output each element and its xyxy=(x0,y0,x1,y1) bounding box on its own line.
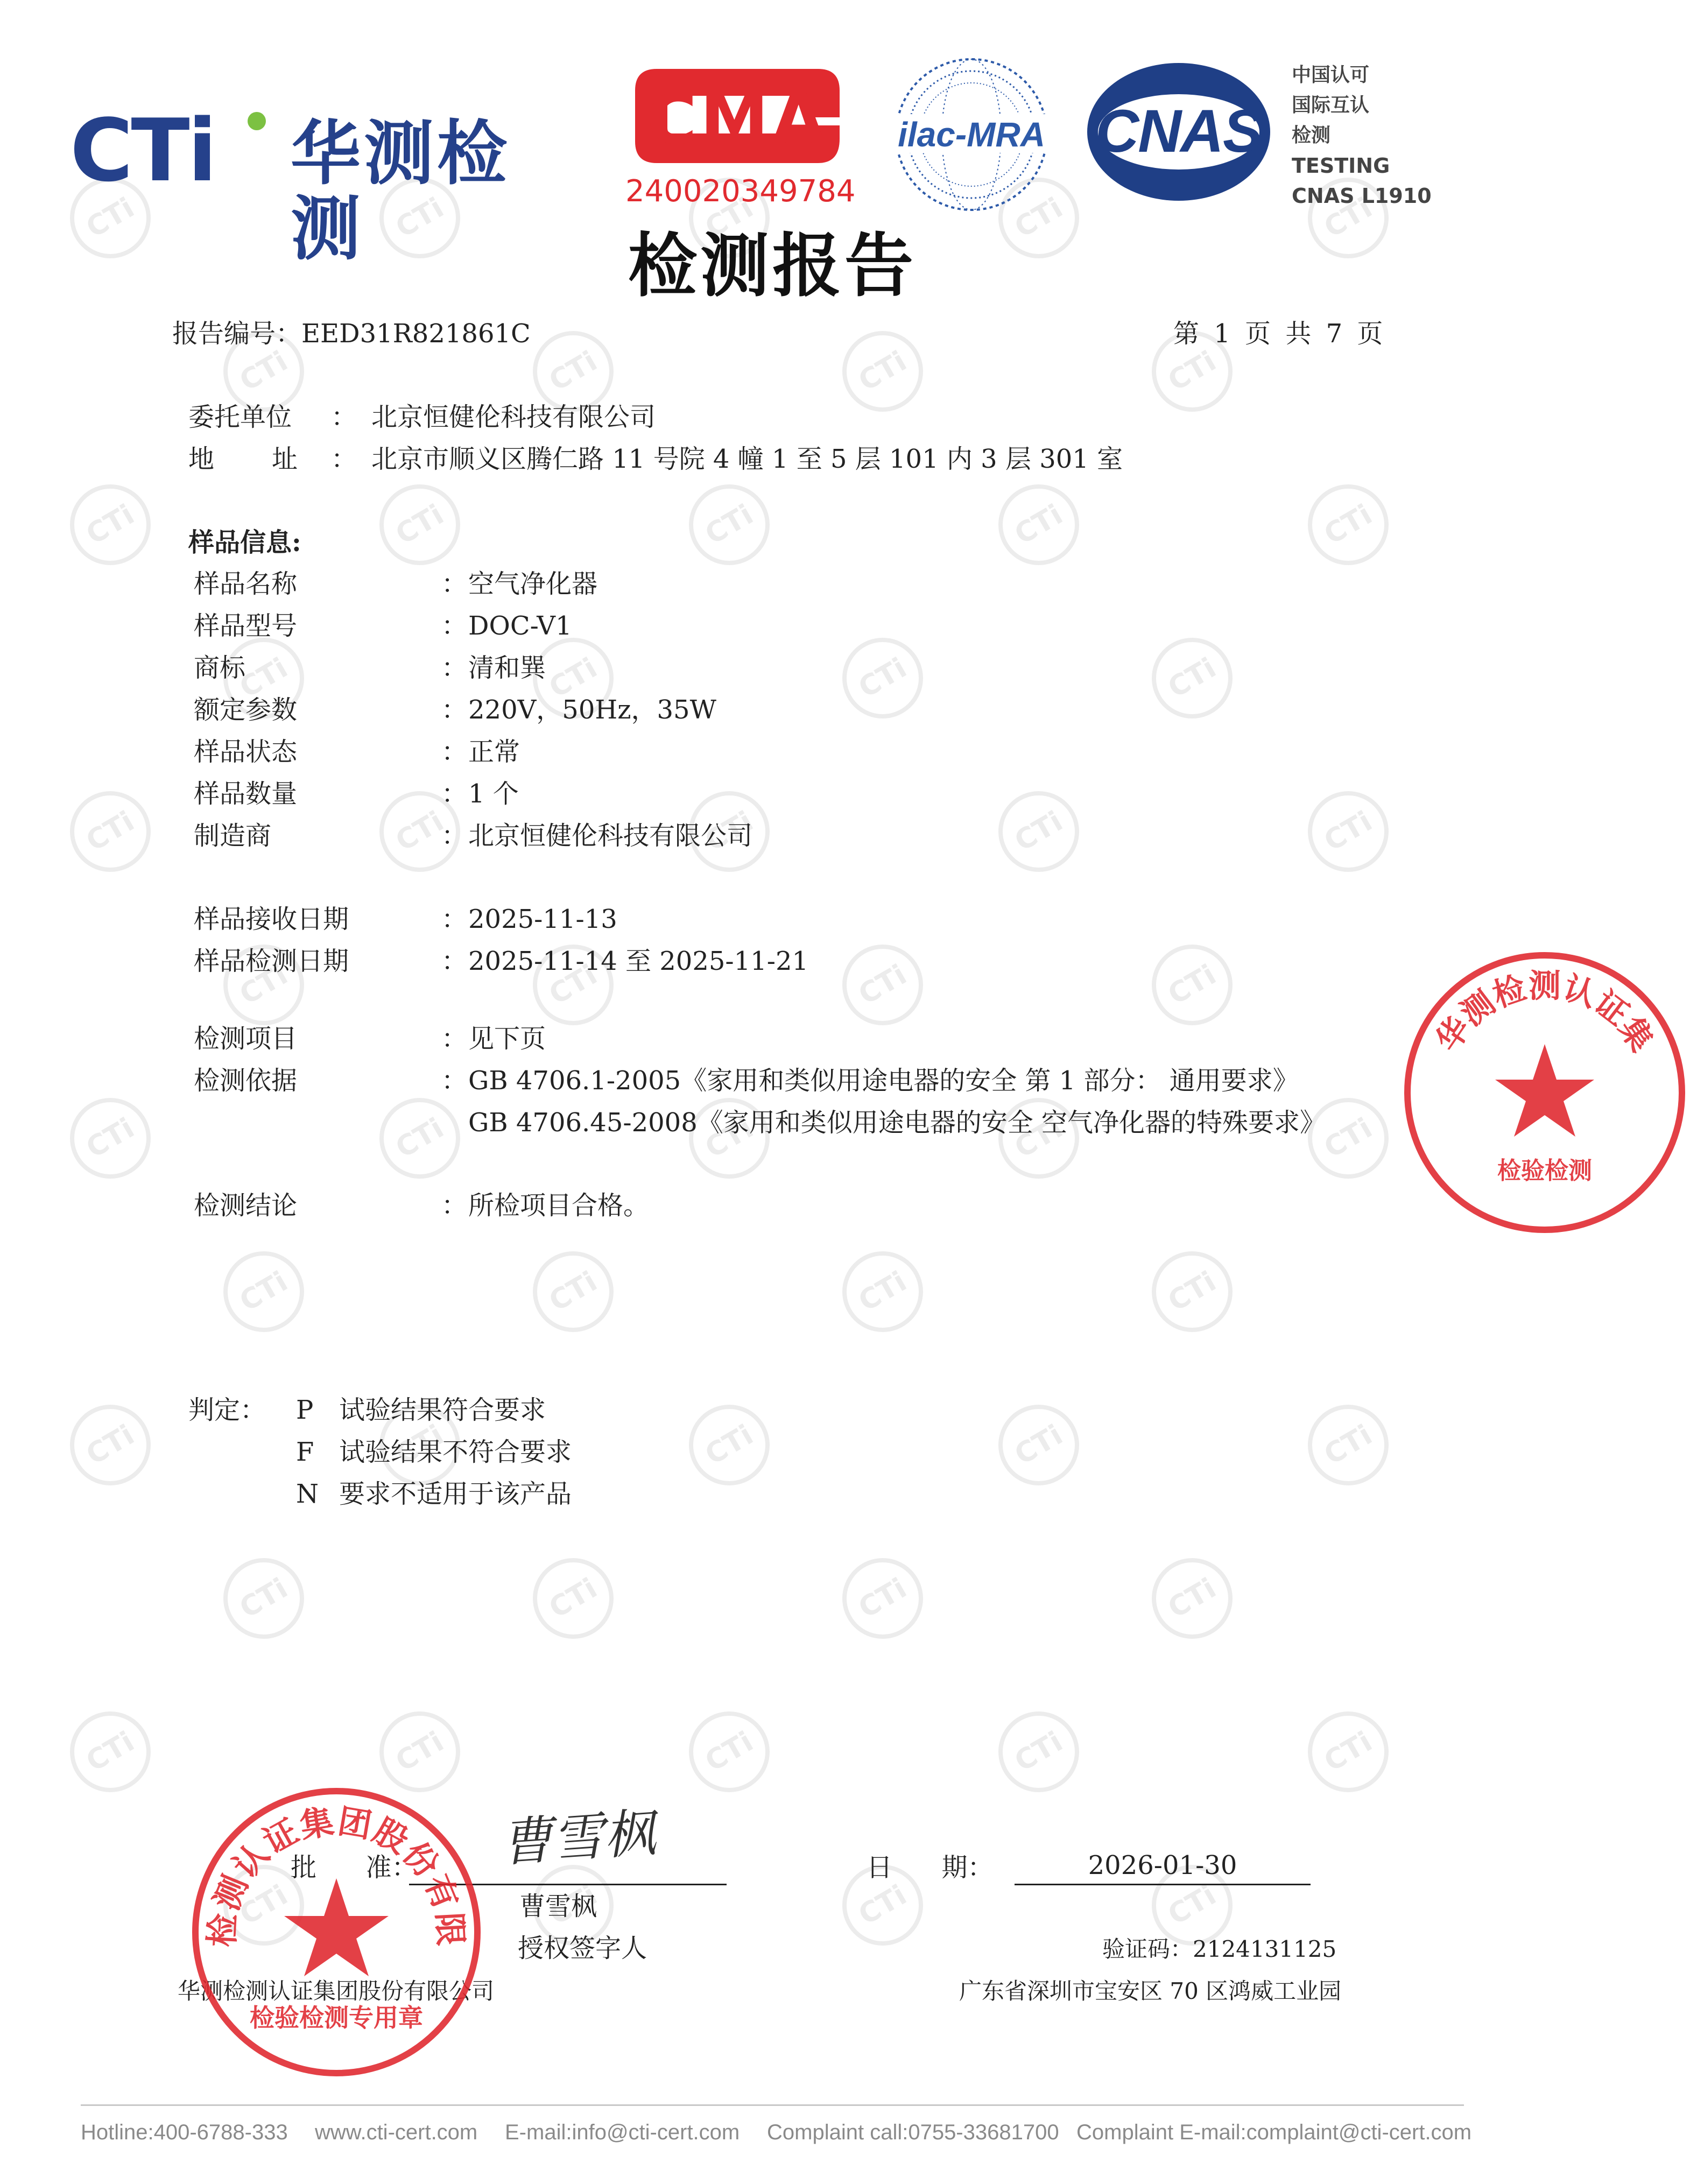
date-value: 2026-01-30 xyxy=(1088,1850,1237,1880)
cti-watermark-icon xyxy=(379,1711,460,1792)
verification-value: 2124131125 xyxy=(1193,1936,1337,1962)
approver-role: 授权签字人 xyxy=(518,1933,647,1963)
official-stamp xyxy=(186,1781,487,2083)
footer-email[interactable]: E-mail:info@cti-cert.com xyxy=(505,2120,740,2144)
sample-info-row xyxy=(194,610,1432,647)
cti-watermark-icon xyxy=(70,1405,151,1485)
client-colon: ： xyxy=(331,402,357,432)
sample-date-colon: ： xyxy=(441,946,468,976)
cnas-line: 国际互认 xyxy=(1292,94,1370,116)
company-address: 广东省深圳市宝安区 70 区鸿威工业园 xyxy=(959,1978,1342,2004)
cti-watermark-icon xyxy=(998,1711,1079,1792)
date-underline xyxy=(1015,1884,1311,1885)
judgement-text: 试验结果符合要求 xyxy=(339,1395,546,1425)
sample-info-value: 北京恒健伦科技有限公司 xyxy=(468,821,753,851)
cti-watermark-icon xyxy=(1152,1251,1233,1332)
test-basis-colon: ： xyxy=(441,1066,468,1096)
report-title: 检测报告 xyxy=(628,226,917,306)
test-item-row xyxy=(194,1023,1432,1060)
report-number xyxy=(172,318,531,350)
sample-info-row xyxy=(194,736,1432,773)
sample-info-colon: ： xyxy=(441,569,468,599)
cti-logo-chinese: 华测检测 xyxy=(291,112,511,270)
edge-stamp xyxy=(1399,947,1661,1238)
svg-text:CNAS: CNAS xyxy=(1095,97,1262,165)
sample-info-value: 正常 xyxy=(468,737,520,767)
stamp-bottom-text: 检验检测专用章 xyxy=(250,2003,423,2032)
cti-watermark-icon xyxy=(379,484,460,565)
sample-date-value: 2025-11-13 xyxy=(468,904,617,934)
test-item-label: 检测项目 xyxy=(194,1024,298,1054)
conclusion-value: 所检项目合格。 xyxy=(468,1190,650,1221)
ilac-mra-logo xyxy=(888,54,1055,215)
footer-divider xyxy=(81,2104,1464,2106)
cti-watermark-icon xyxy=(70,791,151,872)
sample-date-row xyxy=(194,945,1432,983)
sample-info-colon: ： xyxy=(441,821,468,851)
sample-info-label: 额定参数 xyxy=(194,695,298,725)
cti-watermark-icon xyxy=(1308,1711,1389,1792)
ilac-globe-icon xyxy=(888,54,1055,215)
cti-watermark-icon xyxy=(998,1405,1079,1485)
sample-info-value: 220V，50Hz，35W xyxy=(468,695,716,725)
stamp-ring-text: 检测认证集团股份有限 xyxy=(202,1801,471,1948)
cti-watermark-icon xyxy=(689,484,770,565)
sample-info-value: 空气净化器 xyxy=(468,569,598,599)
client-label: 委托单位 xyxy=(188,402,292,432)
cti-watermark-icon xyxy=(689,1711,770,1792)
sample-info-value: 清和巽 xyxy=(468,653,546,683)
test-basis-row xyxy=(194,1065,1432,1145)
cti-watermark-icon xyxy=(842,1558,923,1639)
judgement-text: 试验结果不符合要求 xyxy=(339,1437,572,1467)
test-basis-label: 检测依据 xyxy=(194,1066,298,1096)
cti-watermark-icon xyxy=(533,1558,614,1639)
cti-watermark-icon xyxy=(533,331,614,412)
approval-signature: 曹雪枫 xyxy=(498,1802,658,1873)
report-number-label: 报告编号： xyxy=(172,319,302,349)
date-label: 日 期： xyxy=(867,1852,994,1883)
verification-label: 验证码： xyxy=(1102,1936,1193,1962)
cti-watermark-icon xyxy=(1152,1558,1233,1639)
approver-company: 华测检测认证集团股份有限公司 xyxy=(178,1978,495,2004)
cti-watermark-icon xyxy=(842,331,923,412)
cti-watermark-icon xyxy=(70,1711,151,1792)
judgement-code: N xyxy=(296,1479,319,1509)
cti-watermark-icon xyxy=(998,484,1079,565)
cma-number: 240020349784 xyxy=(625,174,856,209)
judgement-label: 判定： xyxy=(188,1395,266,1425)
svg-text:ilac-MRA: ilac-MRA xyxy=(898,115,1045,154)
judgement-code: F xyxy=(296,1437,314,1467)
sample-info-row xyxy=(194,778,1432,815)
approver-name: 曹雪枫 xyxy=(519,1891,597,1921)
cti-watermark-icon xyxy=(842,1251,923,1332)
sample-info-heading: 样品信息: xyxy=(188,527,301,558)
footer-complaint-email[interactable]: Complaint E-mail:complaint@cti-cert.com xyxy=(1076,2120,1472,2144)
test-basis-line-1: GB 4706.1-2005《家用和类似用途电器的安全 第 1 部分： 通用要求》 xyxy=(468,1066,1299,1096)
address-value: 北京市顺义区腾仁路 11 号院 4 幢 1 至 5 层 101 内 3 层 301 室 xyxy=(371,444,1123,474)
conclusion-colon: ： xyxy=(441,1190,468,1221)
sample-date-label: 样品检测日期 xyxy=(194,946,349,976)
sample-info-colon: ： xyxy=(441,695,468,725)
cma-emblem-icon xyxy=(624,58,850,166)
report-number-value: EED31R821861C xyxy=(301,319,531,349)
client-value: 北京恒健伦科技有限公司 xyxy=(371,402,656,432)
sample-info-colon: ： xyxy=(441,653,468,683)
sample-info-label: 样品数量 xyxy=(194,779,298,809)
conclusion-label: 检测结论 xyxy=(194,1190,298,1221)
cma-logo xyxy=(624,58,856,214)
cnas-line: TESTING xyxy=(1292,154,1390,178)
page-info: 第 1 页 共 7 页 xyxy=(1173,319,1383,349)
sample-info-colon: ： xyxy=(441,611,468,641)
verification-code xyxy=(1102,1934,1336,1964)
sample-info-label: 制造商 xyxy=(194,821,272,851)
address-label-2: 址 xyxy=(272,444,298,474)
official-stamp-icon xyxy=(186,1781,487,2083)
sample-info-value: 1 个 xyxy=(468,779,519,809)
sample-info-colon: ： xyxy=(441,737,468,767)
test-item-value: 见下页 xyxy=(468,1024,546,1054)
cti-watermark-icon xyxy=(689,1405,770,1485)
test-basis-line-2: GB 4706.45-2008《家用和类似用途电器的安全 空气净化器的特殊要求》 xyxy=(468,1108,1326,1138)
sample-info-row xyxy=(194,568,1432,605)
sample-info-value: DOC-V1 xyxy=(468,611,572,641)
cnas-line: 中国认可 xyxy=(1292,64,1370,86)
address-colon: ： xyxy=(331,444,357,474)
footer-website[interactable]: www.cti-cert.com xyxy=(315,2120,478,2144)
sample-date-row xyxy=(194,903,1432,941)
sample-info-row xyxy=(194,694,1432,731)
sample-date-value: 2025-11-14 至 2025-11-21 xyxy=(468,946,809,976)
cti-logo xyxy=(70,100,565,270)
edge-stamp-icon xyxy=(1399,947,1690,1238)
sample-info-row xyxy=(194,820,1432,857)
sample-info-label: 样品名称 xyxy=(194,569,298,599)
cnas-logo xyxy=(1082,59,1276,205)
sample-info-label: 样品状态 xyxy=(194,737,298,767)
cnas-emblem-icon xyxy=(1082,59,1276,205)
sample-date-colon: ： xyxy=(441,904,468,934)
edge-stamp-ring-text: 华测检测认证集 xyxy=(1428,967,1661,1059)
judgement-code: P xyxy=(296,1395,314,1425)
cnas-line: 检测 xyxy=(1292,124,1331,146)
cti-watermark-icon xyxy=(1308,484,1389,565)
footer-complaint-call: Complaint call:0755-33681700 xyxy=(767,2120,1059,2144)
conclusion-row xyxy=(194,1189,1432,1227)
cti-logo-mark: CTi xyxy=(70,100,215,201)
cti-watermark-icon xyxy=(533,1251,614,1332)
cti-logo-dot xyxy=(248,112,266,130)
cti-watermark-icon xyxy=(70,484,151,565)
address-label-1: 地 xyxy=(188,444,215,474)
approval-label: 批 准： xyxy=(291,1852,418,1883)
test-item-colon: ： xyxy=(441,1024,468,1054)
cti-watermark-icon xyxy=(223,1251,304,1332)
cti-watermark-icon xyxy=(70,1098,151,1179)
sample-info-row xyxy=(194,652,1432,689)
judgement-text: 要求不适用于该产品 xyxy=(339,1479,572,1509)
edge-stamp-bottom-text: 检验检测 xyxy=(1497,1157,1592,1185)
cti-watermark-icon xyxy=(1308,1405,1389,1485)
sample-date-label: 样品接收日期 xyxy=(194,904,349,934)
sample-info-colon: ： xyxy=(441,779,468,809)
sample-info-label: 商标 xyxy=(194,653,246,683)
cnas-line: CNAS L1910 xyxy=(1292,184,1432,208)
cma-letters: CMA xyxy=(646,80,829,160)
cnas-text-block xyxy=(1292,60,1453,211)
footer-hotline: Hotline:400-6788-333 xyxy=(81,2120,288,2144)
sample-info-label: 样品型号 xyxy=(194,611,298,641)
cti-watermark-icon xyxy=(223,1558,304,1639)
